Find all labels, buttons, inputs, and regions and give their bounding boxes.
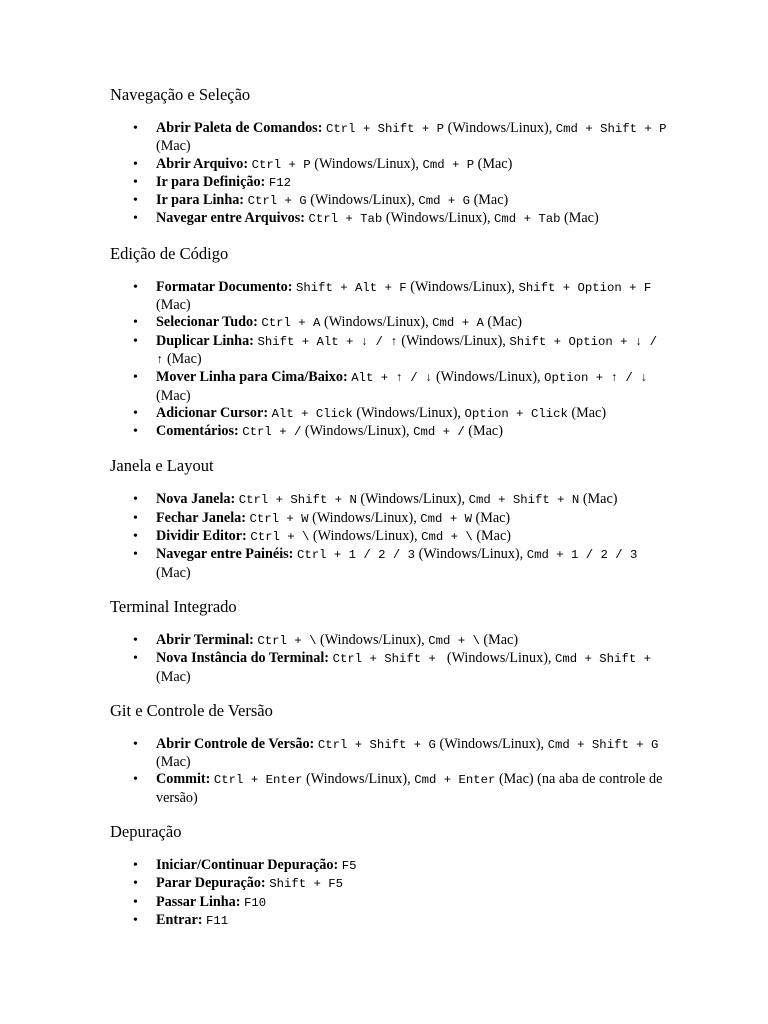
key-combo: F11 bbox=[206, 913, 229, 928]
shortcut-label: Abrir Arquivo: bbox=[156, 155, 249, 172]
shortcut-label: Passar Linha: bbox=[156, 893, 241, 910]
platform-note: (Windows/Linux), bbox=[352, 404, 465, 421]
platform-note: (Windows/Linux), bbox=[302, 771, 415, 788]
key-combo: Ctrl + Enter bbox=[213, 773, 303, 788]
key-combo: Cmd + P bbox=[422, 157, 475, 172]
list-item bbox=[133, 735, 670, 772]
bullet-icon: • bbox=[133, 772, 138, 788]
key-combo: Option + ↑ / ↓ bbox=[544, 371, 648, 386]
key-combo: Ctrl + / bbox=[242, 425, 302, 440]
list-item bbox=[133, 911, 670, 930]
shortcut-label: Ir para Linha: bbox=[156, 192, 245, 209]
platform-note: (Windows/Linux), bbox=[444, 120, 556, 136]
bullet-icon: • bbox=[133, 121, 138, 136]
platform-note: (Windows/Linux), bbox=[316, 631, 429, 648]
shortcut-label: Parar Depuração: bbox=[156, 875, 266, 892]
key-combo: Cmd + Shift + bbox=[555, 652, 659, 667]
key-combo: Shift + Option + F bbox=[518, 280, 652, 295]
shortcut-list bbox=[110, 279, 670, 442]
key-combo: Shift + Option + ↓ / ↑ bbox=[156, 334, 665, 367]
shortcut-list bbox=[110, 736, 670, 807]
list-item bbox=[133, 650, 670, 686]
bullet-icon: • bbox=[133, 333, 138, 349]
section-navegacao bbox=[110, 84, 670, 229]
list-item bbox=[133, 875, 670, 893]
shortcut-list bbox=[110, 632, 670, 686]
bullet-icon: • bbox=[133, 632, 138, 648]
platform-note: (Mac) bbox=[579, 491, 618, 508]
platform-note: (Mac) bbox=[479, 631, 519, 648]
key-combo: Shift + F5 bbox=[269, 877, 344, 892]
key-combo: Cmd + A bbox=[432, 316, 484, 331]
key-combo: F10 bbox=[244, 895, 267, 910]
list-item bbox=[133, 857, 670, 875]
list-item bbox=[133, 120, 670, 156]
list-item bbox=[133, 631, 670, 650]
section-heading: Navegação e Seleção bbox=[110, 85, 251, 104]
shortcut-label: Entrar: bbox=[156, 911, 203, 928]
list-item bbox=[133, 173, 670, 192]
section-edicao bbox=[110, 243, 670, 442]
shortcut-label: Commit: bbox=[156, 771, 211, 788]
bullet-icon: • bbox=[133, 547, 138, 563]
section-heading: Git e Controle de Versão bbox=[110, 700, 273, 720]
key-combo: Cmd + Tab bbox=[494, 212, 561, 227]
list-item bbox=[133, 155, 670, 174]
key-combo: Ctrl + G bbox=[247, 194, 307, 209]
key-combo: Ctrl + Shift + G bbox=[317, 737, 436, 752]
key-combo: Shift + Alt + F bbox=[296, 280, 407, 295]
list-item bbox=[133, 423, 670, 441]
key-combo: Ctrl + A bbox=[261, 316, 321, 331]
shortcut-label: Formatar Documento: bbox=[156, 278, 293, 295]
shortcut-label: Adicionar Cursor: bbox=[156, 404, 269, 421]
shortcut-label: Navegar entre Painéis: bbox=[156, 546, 294, 563]
platform-note: (Windows/Linux), bbox=[310, 155, 423, 172]
bullet-icon: • bbox=[133, 876, 138, 892]
key-combo: Cmd + G bbox=[418, 194, 471, 209]
key-combo: F12 bbox=[268, 175, 291, 190]
bullet-icon: • bbox=[133, 193, 138, 209]
shortcut-label: Abrir Paleta de Comandos: bbox=[156, 120, 323, 136]
key-combo: Ctrl + Tab bbox=[308, 212, 383, 227]
list-item bbox=[133, 278, 670, 315]
key-combo: Cmd + Enter bbox=[414, 773, 496, 788]
key-combo: Cmd + Shift + G bbox=[547, 737, 659, 752]
platform-note: (Mac) bbox=[156, 564, 191, 581]
key-combo: Shift + Alt + ↓ / ↑ bbox=[257, 334, 398, 349]
section-heading: Janela e Layout bbox=[110, 456, 214, 476]
shortcut-label: Abrir Controle de Versão: bbox=[156, 735, 315, 752]
section-terminal bbox=[110, 596, 670, 686]
section-janela bbox=[110, 455, 670, 581]
list-item bbox=[133, 404, 670, 423]
shortcut-label: Ir para Definição: bbox=[156, 173, 266, 190]
platform-note: (Windows/Linux), bbox=[356, 491, 469, 508]
platform-note: (Windows/Linux), bbox=[308, 509, 421, 526]
platform-note: (Mac) (na aba de controle de versão) bbox=[156, 771, 663, 806]
key-combo: Alt + ↑ / ↓ bbox=[351, 371, 433, 386]
shortcut-list bbox=[110, 857, 670, 930]
document-page bbox=[110, 84, 670, 944]
platform-note: (Windows/Linux), bbox=[306, 192, 419, 209]
list-item bbox=[133, 314, 670, 332]
key-combo: F5 bbox=[341, 859, 357, 874]
shortcut-label: Duplicar Linha: bbox=[156, 332, 254, 349]
bullet-icon: • bbox=[133, 405, 138, 421]
platform-note: (Windows/Linux), bbox=[415, 546, 527, 563]
list-item bbox=[133, 771, 670, 807]
bullet-icon: • bbox=[133, 424, 138, 440]
section-depuracao bbox=[110, 821, 670, 930]
section-heading: Terminal Integrado bbox=[110, 596, 237, 616]
key-combo: Ctrl + P bbox=[251, 157, 311, 172]
bullet-icon: • bbox=[133, 156, 138, 172]
bullet-icon: • bbox=[133, 510, 138, 526]
bullet-icon: • bbox=[133, 894, 138, 910]
key-combo: Cmd + / bbox=[413, 425, 465, 440]
platform-note: (Windows/Linux), bbox=[301, 423, 414, 440]
key-combo: Ctrl + \ bbox=[250, 530, 310, 545]
key-combo: Ctrl + Shift + bbox=[332, 652, 444, 667]
shortcut-label: Abrir Terminal: bbox=[156, 631, 254, 648]
platform-note: (Mac) bbox=[560, 210, 599, 227]
platform-note: (Mac) bbox=[156, 138, 191, 155]
key-combo: Cmd + \ bbox=[421, 530, 473, 545]
shortcut-label: Mover Linha para Cima/Baixo: bbox=[156, 369, 348, 386]
shortcut-label: Iniciar/Continuar Depuração: bbox=[156, 857, 339, 874]
key-combo: Ctrl + Shift + P bbox=[325, 122, 445, 136]
bullet-icon: • bbox=[133, 315, 138, 331]
platform-note: (Windows/Linux), bbox=[397, 332, 510, 349]
shortcut-label: Navegar entre Arquivos: bbox=[156, 210, 305, 227]
list-item bbox=[133, 369, 670, 405]
platform-note: (Mac) bbox=[156, 387, 191, 404]
bullet-icon: • bbox=[133, 174, 138, 190]
shortcut-label: Nova Instância do Terminal: bbox=[156, 650, 330, 667]
platform-note: (Windows/Linux), bbox=[382, 210, 495, 227]
platform-note: (Mac) bbox=[470, 192, 509, 209]
list-item bbox=[133, 210, 670, 228]
bullet-icon: • bbox=[133, 211, 138, 227]
shortcut-label: Selecionar Tudo: bbox=[156, 314, 258, 331]
platform-note: (Mac) bbox=[483, 314, 523, 331]
key-combo: Ctrl + 1 / 2 / 3 bbox=[296, 548, 416, 563]
section-heading: Depuração bbox=[110, 822, 182, 842]
key-combo: Cmd + Shift + P bbox=[555, 122, 667, 136]
bullet-icon: • bbox=[133, 492, 138, 508]
list-item bbox=[133, 893, 670, 912]
bullet-icon: • bbox=[133, 370, 138, 386]
platform-note: (Windows/Linux), bbox=[432, 369, 545, 386]
list-item bbox=[133, 528, 670, 546]
key-combo: Cmd + 1 / 2 / 3 bbox=[526, 548, 638, 563]
bullet-icon: • bbox=[133, 912, 138, 928]
platform-note: (Mac) bbox=[471, 509, 511, 526]
platform-note: (Windows/Linux), bbox=[406, 278, 519, 295]
bullet-icon: • bbox=[133, 279, 138, 295]
platform-note: (Windows/Linux), bbox=[435, 735, 548, 752]
platform-note: (Mac) bbox=[163, 350, 202, 367]
key-combo: Alt + Click bbox=[271, 406, 353, 421]
platform-note: (Mac) bbox=[567, 404, 607, 421]
bullet-icon: • bbox=[133, 651, 138, 667]
list-item bbox=[133, 491, 670, 509]
shortcut-list bbox=[110, 120, 670, 229]
shortcut-label: Fechar Janela: bbox=[156, 509, 246, 526]
section-git bbox=[110, 700, 670, 807]
list-item bbox=[133, 509, 670, 528]
key-combo: Ctrl + W bbox=[249, 511, 309, 526]
platform-note: (Mac) bbox=[464, 423, 503, 440]
key-combo: Cmd + \ bbox=[428, 633, 480, 648]
platform-note: (Mac) bbox=[156, 754, 191, 771]
key-combo: Option + Click bbox=[464, 406, 568, 421]
list-item bbox=[133, 332, 670, 370]
platform-note: (Mac) bbox=[474, 155, 513, 172]
section-heading: Edição de Código bbox=[110, 243, 229, 263]
key-combo: Cmd + W bbox=[420, 511, 472, 526]
platform-note: (Windows/Linux), bbox=[320, 314, 433, 331]
platform-note: (Windows/Linux), bbox=[309, 528, 422, 545]
list-item bbox=[133, 546, 670, 582]
key-combo: Cmd + Shift + N bbox=[468, 493, 580, 508]
shortcut-label: Dividir Editor: bbox=[156, 528, 247, 545]
shortcut-label: Nova Janela: bbox=[156, 491, 236, 508]
list-item bbox=[133, 192, 670, 210]
shortcut-list bbox=[110, 491, 670, 581]
bullet-icon: • bbox=[133, 529, 138, 545]
platform-note: (Mac) bbox=[156, 297, 191, 314]
bullet-icon: • bbox=[133, 736, 138, 752]
platform-note: (Mac) bbox=[472, 528, 511, 545]
key-combo: Ctrl + Shift + N bbox=[238, 493, 357, 508]
bullet-icon: • bbox=[133, 858, 138, 874]
shortcut-label: Comentários: bbox=[156, 423, 239, 440]
platform-note: (Windows/Linux), bbox=[443, 650, 556, 667]
platform-note: (Mac) bbox=[156, 668, 191, 685]
key-combo: Ctrl + \ bbox=[257, 633, 317, 648]
